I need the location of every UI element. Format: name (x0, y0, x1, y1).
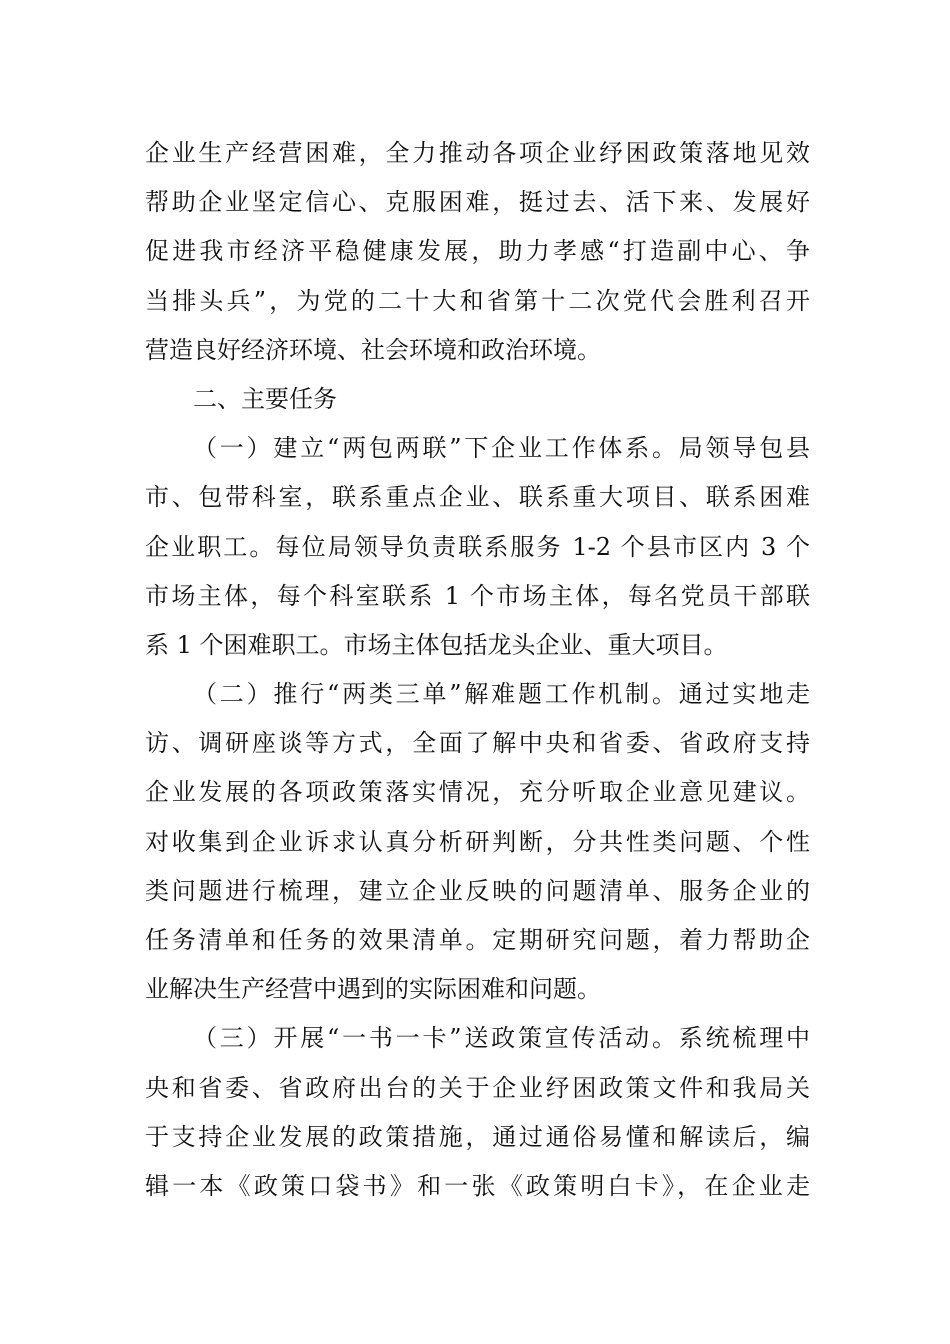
paragraph-line: 当排头兵”，为党的二十大和省第十二次党代会胜利召开 (145, 286, 810, 315)
paragraph-line: （二）推行“两类三单”解难题工作机制。通过实地走 (193, 680, 810, 709)
paragraph-line: 市、包带科室，联系重点企业、联系重大项目、联系困难 (145, 483, 810, 512)
paragraph-line: 市场主体，每个科室联系 1 个市场主体，每名党员干部联 (145, 581, 810, 610)
paragraph-line: 对收集到企业诉求认真分析研判断，分共性类问题、个性 (145, 827, 810, 856)
paragraph-line: 任务清单和任务的效果清单。定期研究问题，着力帮助企 (145, 926, 810, 954)
paragraph-line: 营造良好经济环境、社会环境和政治环境。 (145, 335, 601, 364)
paragraph-line: 央和省委、省政府出台的关于企业纾困政策文件和我局关 (145, 1073, 810, 1102)
paragraph-line: 企业发展的各项政策落实情况，充分听取企业意见建议。 (145, 778, 810, 807)
document-body (145, 129, 810, 1211)
paragraph-line: 访、调研座谈等方式，全面了解中央和省委、省政府支持 (145, 729, 810, 758)
section-heading: 二、主要任务 (193, 384, 337, 413)
paragraph-line: 于支持企业发展的政策措施，通过通俗易懂和解读后，编 (145, 1122, 810, 1151)
paragraph-line: 帮助企业坚定信心、克服困难，挺过去、活下来、发展好 (145, 188, 810, 217)
paragraph-line: （一）建立“两包两联”下企业工作体系。局领导包县 (193, 434, 810, 463)
paragraph-line: 企业生产经营困难，全力推动各项企业纾困政策落地见效 (145, 139, 810, 167)
paragraph-line: 辑一本《政策口袋书》和一张《政策明白卡》，在企业走 (145, 1171, 810, 1200)
paragraph-line: 业解决生产经营中遇到的实际困难和问题。 (145, 975, 601, 1004)
paragraph-line: 促进我市经济平稳健康发展，助力孝感“打造副中心、争 (145, 237, 810, 266)
paragraph-line: 系 1 个困难职工。市场主体包括龙头企业、重大项目。 (145, 630, 728, 659)
paragraph-line: 企业职工。每位局领导负责联系服务 1-2 个县市区内 3 个 (145, 532, 810, 561)
paragraph-line: 类问题进行梳理，建立企业反映的问题清单、服务企业的 (145, 876, 810, 905)
paragraph-line: （三）开展“一书一卡”送政策宣传活动。系统梳理中 (193, 1024, 810, 1053)
